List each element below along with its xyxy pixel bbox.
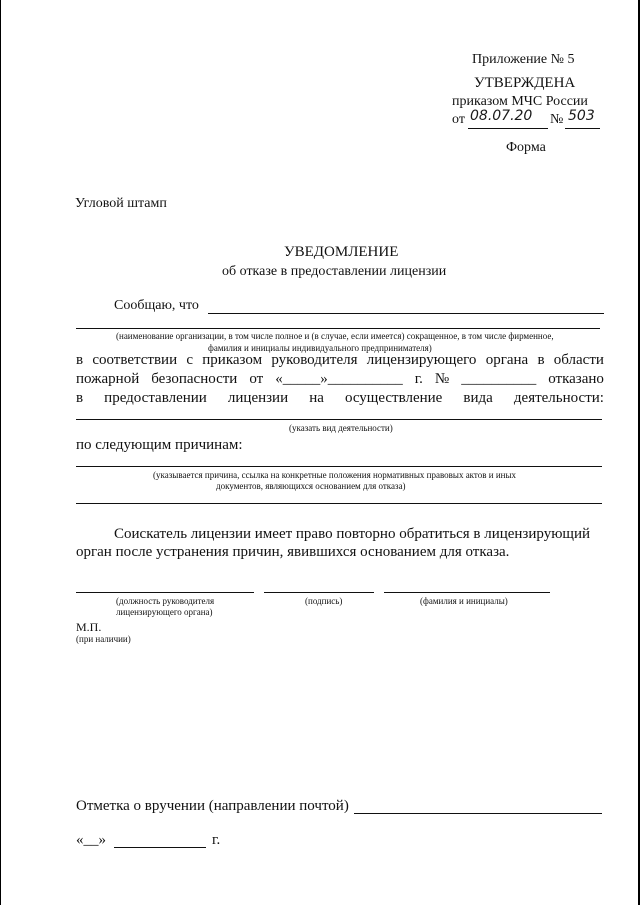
word: деятельности:	[513, 390, 604, 406]
order-date-line	[468, 128, 548, 129]
word: руководителя	[271, 352, 358, 368]
word: лицензии	[227, 390, 289, 406]
date-blank: «_____»__________	[275, 371, 403, 387]
signature-hint: (подпись)	[305, 596, 343, 606]
delivery-date-day: «__»	[76, 832, 106, 848]
activity-hint: (указать вид деятельности)	[289, 423, 393, 433]
word: г.	[414, 371, 423, 387]
org-line	[76, 328, 600, 329]
order-number-label: №	[550, 112, 564, 127]
activity-line	[76, 419, 602, 420]
inform-label: Сообщаю, что	[114, 298, 199, 313]
word: в	[76, 352, 84, 368]
reapply-text-1: Соискатель лицензии имеет право повторно обратиться в лицензирующий	[114, 526, 591, 542]
delivery-mark-label: Отметка о вручении (направлении почтой)	[76, 798, 349, 814]
word: с	[186, 352, 194, 368]
reapply-text-2: орган после устранения причин, явившихся основанием для отказа.	[76, 544, 510, 560]
order-number-handwritten: 503	[568, 108, 595, 124]
org-hint-1: (наименование организации, в том числе полное и (в случае, если имеется) сокращенное, в том числе фирменное,	[116, 331, 554, 341]
paragraph-line-1	[76, 352, 604, 369]
paragraph-line-3	[76, 390, 604, 407]
word: лицензирующего	[366, 352, 477, 368]
page-border-left	[0, 0, 1, 905]
word: пожарной	[76, 371, 140, 387]
paragraph-line-2	[76, 371, 604, 388]
reasons-label: по следующим причинам:	[76, 437, 243, 453]
order-date-handwritten: 08.07.20	[470, 108, 533, 124]
document-subtitle: об отказе в предоставлении лицензии	[222, 264, 447, 279]
name-hint: (фамилия и инициалы)	[420, 596, 508, 606]
signature-line	[264, 592, 374, 593]
delivery-mark-line	[354, 813, 602, 814]
word: предоставлении	[104, 390, 207, 406]
document-title: УВЕДОМЛЕНИЕ	[284, 244, 399, 260]
word: на	[309, 390, 324, 406]
word: соответствии	[92, 352, 178, 368]
word: отказано	[548, 371, 604, 387]
order-label: приказом МЧС России	[452, 94, 588, 109]
word: №	[434, 371, 450, 387]
word: вида	[463, 390, 493, 406]
word: в	[76, 390, 84, 406]
word: от	[249, 371, 264, 387]
org-hint-2: фамилия и инициалы индивидуального предпринимателя)	[208, 343, 432, 353]
approved-label: УТВЕРЖДЕНА	[474, 75, 576, 91]
word: области	[553, 352, 604, 368]
seal-label: М.П.	[76, 620, 102, 634]
form-label: Форма	[506, 140, 546, 155]
inform-line	[208, 313, 604, 314]
word: в	[537, 352, 545, 368]
word: осуществление	[344, 390, 443, 406]
delivery-date-line	[114, 847, 206, 848]
corner-stamp-label: Угловой штамп	[75, 196, 167, 211]
delivery-year-label: г.	[212, 832, 221, 848]
word: безопасности	[151, 371, 238, 387]
position-line	[76, 592, 254, 593]
reasons-line-2	[76, 503, 602, 504]
appendix-title: Приложение № 5	[472, 52, 575, 67]
order-number-line	[565, 128, 600, 129]
order-from-label: от	[452, 112, 465, 127]
name-line	[384, 592, 550, 593]
position-hint-2: лицензирующего органа)	[116, 607, 213, 617]
reasons-hint-2: документов, являющихся основанием для отказа)	[216, 481, 406, 491]
word: органа	[485, 352, 529, 368]
reasons-line-1	[76, 466, 602, 467]
seal-if-any: (при наличии)	[76, 634, 131, 644]
word: приказом	[202, 352, 263, 368]
reasons-hint-1: (указывается причина, ссылка на конкретные положения нормативных правовых актов и иных	[153, 470, 516, 480]
number-blank: __________	[461, 371, 537, 387]
position-hint-1: (должность руководителя	[116, 596, 215, 606]
